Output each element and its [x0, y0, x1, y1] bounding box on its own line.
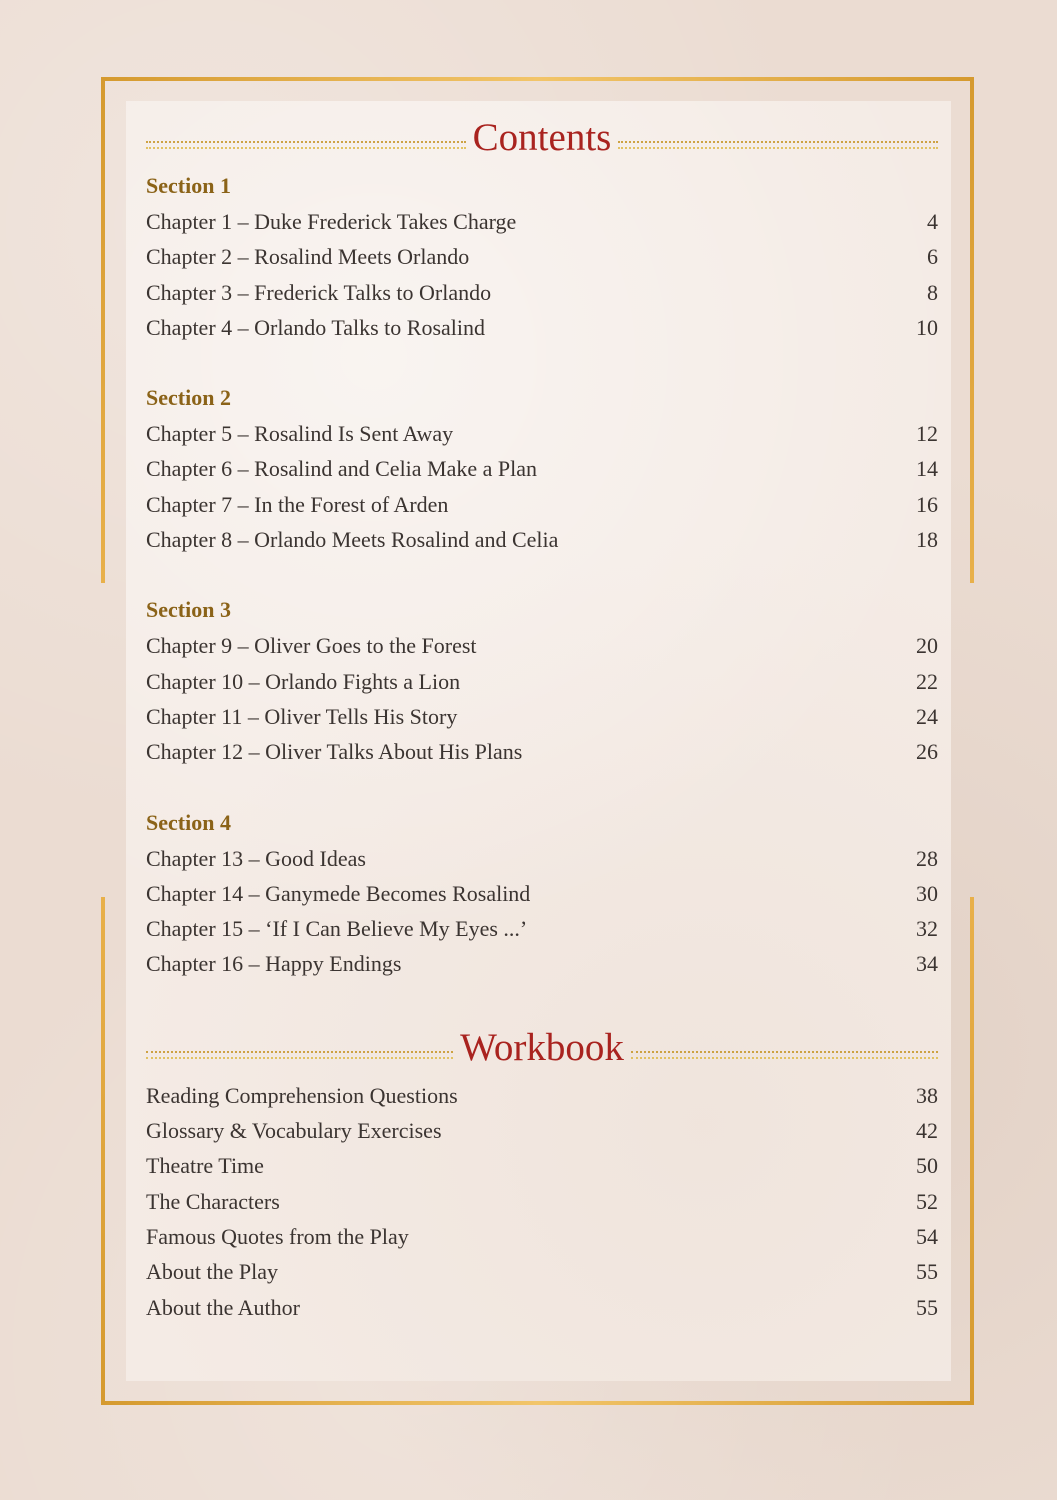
- frame-bottom-border: [101, 1401, 974, 1405]
- toc-entry[interactable]: [146, 734, 938, 769]
- toc-entry[interactable]: [146, 275, 938, 310]
- toc-entry-label: Chapter 16 – Happy Endings: [146, 951, 402, 977]
- toc-entry-page: 38: [916, 1082, 938, 1108]
- toc-entry-label: Chapter 7 – In the Forest of Arden: [146, 491, 449, 517]
- toc-entry-page: 8: [927, 279, 938, 305]
- toc-entry-label: Chapter 4 – Orlando Talks to Rosalind: [146, 314, 486, 340]
- toc-entry[interactable]: [146, 487, 938, 522]
- toc-entry-page: 52: [916, 1188, 938, 1214]
- section-spacer: [146, 557, 938, 592]
- toc-entry-page: 12: [916, 421, 938, 447]
- toc-entry-label: Chapter 10 – Orlando Fights a Lion: [146, 668, 461, 694]
- toc-entry-page: 55: [916, 1259, 938, 1285]
- toc-entry-page: 32: [916, 916, 938, 942]
- section-title: Section 1: [146, 173, 231, 198]
- toc-entry[interactable]: [146, 522, 938, 557]
- toc-entry-page: 54: [916, 1223, 938, 1249]
- frame-left-upper-border: [101, 77, 105, 583]
- toc-entry-label: Chapter 12 – Oliver Talks About His Plans: [146, 739, 523, 765]
- workbook-entry[interactable]: [146, 1113, 938, 1148]
- toc-entry-label: Theatre Time: [146, 1153, 264, 1179]
- toc-entry-page: 50: [916, 1153, 938, 1179]
- toc-entry-label: Chapter 2 – Rosalind Meets Orlando: [146, 244, 470, 270]
- toc-entry-label: Chapter 9 – Oliver Goes to the Forest: [146, 633, 477, 659]
- toc-entry-page: 24: [916, 703, 938, 729]
- toc-entry-label: Glossary & Vocabulary Exercises: [146, 1118, 442, 1144]
- toc-entry-label: Chapter 3 – Frederick Talks to Orlando: [146, 279, 492, 305]
- toc-entry[interactable]: [146, 699, 938, 734]
- workbook-entry[interactable]: [146, 1184, 938, 1219]
- section-title: Section 3: [146, 597, 231, 623]
- frame-top-border: [101, 77, 974, 81]
- toc-entry[interactable]: [146, 310, 938, 345]
- decorative-rule-right: [618, 141, 938, 149]
- toc-entry-label: Chapter 1 – Duke Frederick Takes Charge: [146, 209, 517, 234]
- toc-entry-page: 4: [927, 209, 938, 234]
- toc-entry-page: 55: [916, 1294, 938, 1320]
- toc-entry[interactable]: [146, 451, 938, 486]
- toc-entry-label: Reading Comprehension Questions: [146, 1082, 458, 1108]
- toc-entry[interactable]: [146, 946, 938, 981]
- decorative-rule-left: [146, 1051, 453, 1059]
- toc-entry-label: About the Author: [146, 1294, 300, 1320]
- toc-entry-page: 20: [916, 633, 938, 659]
- section-spacer: [146, 345, 938, 380]
- toc-entry-page: 28: [916, 845, 938, 871]
- toc-entry[interactable]: [146, 239, 938, 274]
- toc-entry[interactable]: [146, 841, 938, 876]
- section-spacer: [146, 770, 938, 805]
- contents-heading-row: [146, 108, 938, 168]
- toc-entry-label: Chapter 13 – Good Ideas: [146, 845, 366, 871]
- toc-entry[interactable]: [146, 876, 938, 911]
- toc-entry-label: Chapter 6 – Rosalind and Celia Make a Plan: [146, 456, 538, 482]
- workbook-entry[interactable]: [146, 1290, 938, 1325]
- toc-entry-label: Famous Quotes from the Play: [146, 1223, 409, 1249]
- frame-right-lower-border: [970, 897, 974, 1405]
- contents-heading: Contents: [472, 116, 612, 159]
- table-of-contents: [146, 108, 938, 1325]
- workbook-entry[interactable]: [146, 1148, 938, 1183]
- frame-right-upper-border: [970, 77, 974, 583]
- toc-entry-label: Chapter 5 – Rosalind Is Sent Away: [146, 421, 454, 447]
- toc-entry-page: 10: [916, 314, 938, 340]
- toc-entry-page: 18: [916, 527, 938, 553]
- workbook-heading-row: [146, 1018, 938, 1078]
- toc-entry[interactable]: [146, 204, 938, 239]
- workbook-entry[interactable]: [146, 1219, 938, 1254]
- toc-entry-page: 6: [927, 244, 938, 270]
- toc-entry-page: 26: [916, 739, 938, 765]
- toc-entry[interactable]: [146, 911, 938, 946]
- workbook-heading: Workbook: [460, 1025, 624, 1069]
- frame-left-lower-border: [101, 897, 105, 1405]
- toc-entry-page: 14: [916, 456, 938, 482]
- toc-entry-label: Chapter 11 – Oliver Tells His Story: [146, 703, 458, 729]
- toc-entry[interactable]: [146, 628, 938, 663]
- workbook-entry[interactable]: [146, 1078, 938, 1113]
- toc-entry-label: About the Play: [146, 1259, 278, 1285]
- toc-entry-page: 22: [916, 668, 938, 694]
- toc-entry-label: Chapter 15 – ‘If I Can Believe My Eyes ...’: [146, 916, 528, 942]
- toc-entry-label: The Characters: [146, 1188, 280, 1214]
- section-spacer: [146, 982, 938, 1018]
- toc-entry[interactable]: [146, 664, 938, 699]
- workbook-entry[interactable]: [146, 1254, 938, 1289]
- toc-entry-page: 34: [916, 951, 938, 977]
- section-title: Section 2: [146, 385, 231, 411]
- decorative-rule-left: [146, 141, 466, 149]
- toc-entry-label: Chapter 14 – Ganymede Becomes Rosalind: [146, 880, 531, 906]
- toc-entry-page: 16: [916, 491, 938, 517]
- toc-entry-page: 30: [916, 880, 938, 906]
- toc-entry[interactable]: [146, 416, 938, 451]
- toc-entry-page: 42: [916, 1118, 938, 1144]
- decorative-rule-right: [631, 1051, 938, 1059]
- section-title: Section 4: [146, 809, 231, 835]
- toc-entry-label: Chapter 8 – Orlando Meets Rosalind and Celia: [146, 527, 559, 553]
